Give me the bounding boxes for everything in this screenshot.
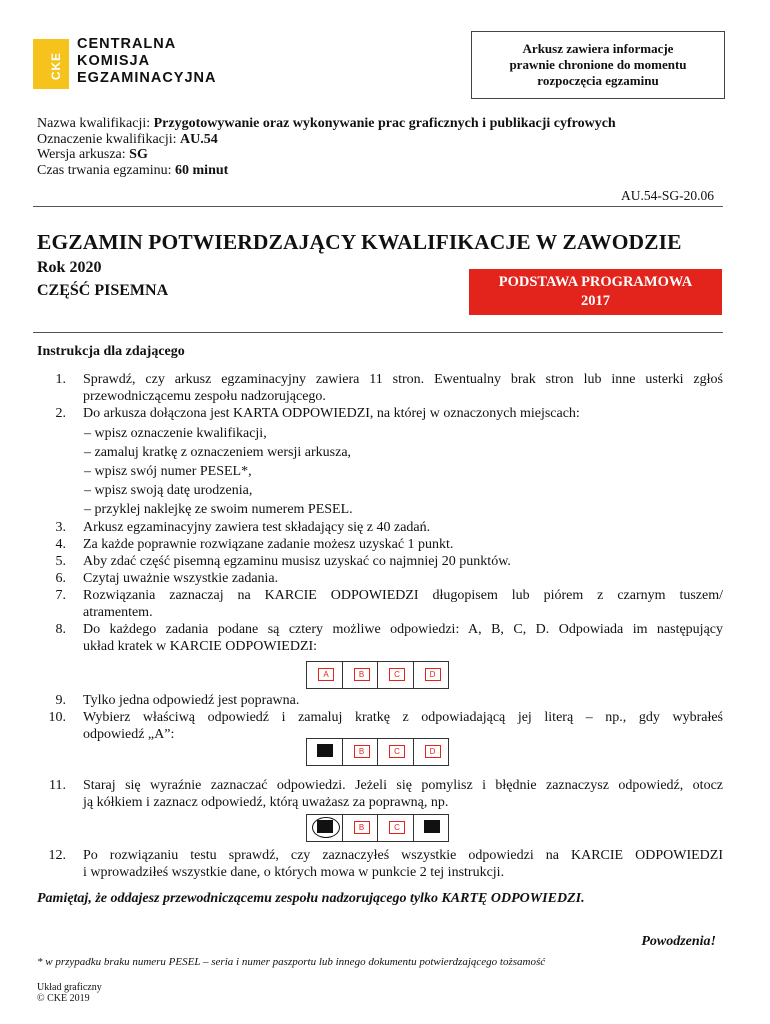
answer-cell-b [343, 739, 379, 765]
divider-mid [33, 332, 723, 333]
logo-line-3: EGZAMINACYJNA [77, 70, 217, 86]
item-number: 6. [55, 571, 66, 586]
instruction-line: Po rozwiązaniu testu sprawdź, czy zaznaczyłeś wszystkie odpowiedzi na KARCIE ODPOWIEDZI [83, 848, 723, 863]
reminder-text: Pamiętaj, że oddajesz przewodniczącemu zespołu nadzorującego tylko KARTĘ ODPOWIEDZI. [37, 891, 585, 906]
exam-title: EGZAMIN POTWIERDZAJĄCY KWALIFIKACJE W ZAWODZIE [37, 230, 682, 254]
instruction-line: układ kratek w KARCIE ODPOWIEDZI: [83, 639, 318, 654]
answer-cell-b [343, 815, 379, 841]
instruction-line: odpowiedź „A”: [83, 727, 175, 742]
qual-value: Przygotowywanie oraz wykonywanie prac graficznych i publikacji cyfrowych [153, 116, 616, 131]
notice-line-2: prawnie chronione do momentu [509, 57, 687, 72]
notice-line-1: Arkusz zawiera informacje [522, 41, 674, 56]
instruction-line: przewodniczącemu zespołu nadzorującego. [83, 389, 326, 404]
cke-logo-mark [33, 39, 69, 89]
answer-box-c: C [389, 745, 405, 758]
answer-cell-c [378, 662, 414, 688]
curriculum-line-2: 2017 [581, 293, 610, 309]
item-number: 12. [48, 848, 66, 863]
exam-year: Rok 2020 [37, 259, 102, 276]
instruction-line: i wprowadziłeś wszystkie dane, o których mowa w punkcie 2 tej instrukcji. [83, 865, 505, 880]
filled-mark [317, 744, 333, 757]
version-label: Wersja arkusza: [37, 147, 130, 162]
logo-line-2: KOMISJA [77, 53, 151, 69]
answer-box-d: D [425, 668, 441, 681]
qual-label: Nazwa kwalifikacji: [37, 116, 154, 131]
footer-credits [37, 982, 102, 1004]
instruction-line: Aby zdać część pisemną egzaminu musisz uzyskać co najmniej 20 punktów. [83, 554, 511, 569]
instruction-line: Do każdego zadania podane są cztery możliwe odpowiedzi: A, B, C, D. Odpowiada im następujący [83, 622, 723, 637]
answer-box-c: C [389, 821, 405, 834]
answer-cell-c [378, 815, 414, 841]
sheet-version [37, 147, 616, 163]
answer-box-b: B [354, 668, 370, 681]
instruction-dash-item: – wpisz oznaczenie kwalifikacji, [84, 426, 267, 441]
answer-cell-d [414, 739, 449, 765]
instruction-line: Wybierz właściwą odpowiedź i zamaluj kratkę z odpowiadającą jej literą – np., gdy wybrałeś [83, 710, 723, 725]
exam-meta [37, 116, 616, 178]
answer-cell-b [343, 662, 379, 688]
answer-cell-a [307, 739, 343, 765]
answer-grid-correction-example [306, 814, 449, 842]
notice-line-3: rozpoczęcia egzaminu [537, 73, 659, 88]
curriculum-line-1: PODSTAWA PROGRAMOWA [498, 274, 693, 290]
pesel-footnote: * w przypadku braku numeru PESEL – seria i numer paszportu lub innego dokumentu potwierdzającego tożsamość [37, 956, 546, 968]
answer-cell-a [307, 815, 343, 841]
instructions-heading: Instrukcja dla zdającego [37, 344, 185, 359]
answer-box-c: C [389, 668, 405, 681]
answer-box-a: A [318, 668, 334, 681]
good-luck-text: Powodzenia! [641, 934, 716, 949]
answer-cell-d [414, 662, 449, 688]
instruction-line: Rozwiązania zaznaczaj na KARCIE ODPOWIEDZI długopisem lub piórem z czarnym tuszem/ [83, 588, 723, 603]
answer-grid-example [306, 661, 449, 689]
instruction-line: ją kółkiem i zaznacz odpowiedź, którą uważasz za poprawną, np. [83, 795, 449, 810]
instruction-dash-item: – przyklej naklejkę ze swoim numerem PESEL. [84, 502, 353, 517]
item-number: 4. [55, 537, 66, 552]
filled-mark [424, 820, 440, 833]
instruction-line: Staraj się wyraźnie zaznaczać odpowiedzi. Jeżeli się pomylisz i błędnie zaznaczysz odpowiedź, otocz [83, 778, 723, 793]
instruction-line: atramentem. [83, 605, 153, 620]
item-number: 10. [48, 710, 66, 725]
answer-box-b: B [354, 745, 370, 758]
code-value: AU.54 [180, 131, 218, 147]
logo-line-1: CENTRALNA [77, 36, 177, 52]
logo-text [77, 36, 216, 87]
item-number: 9. [55, 693, 66, 708]
item-number: 5. [55, 554, 66, 569]
item-number: 8. [55, 622, 66, 637]
instruction-line: Arkusz egzaminacyjny zawiera test składający się z 40 zadań. [83, 520, 431, 535]
curriculum-badge [469, 269, 722, 315]
exam-duration [37, 163, 616, 179]
item-number: 2. [55, 406, 66, 421]
confidential-notice [471, 31, 725, 99]
copyright: © CKE 2019 [37, 993, 90, 1004]
version-value: SG [129, 147, 148, 162]
qualification-name [37, 116, 616, 132]
answer-cell-c [378, 739, 414, 765]
cke-logo [33, 36, 243, 92]
layout-label: Układ graficzny [37, 982, 102, 993]
exam-part: CZĘŚĆ PISEMNA [37, 282, 169, 299]
answer-box-d: D [425, 745, 441, 758]
divider-top [33, 206, 723, 207]
logo-mark-text: CKE [49, 51, 64, 81]
instruction-line: Sprawdź, czy arkusz egzaminacyjny zawiera 11 stron. Ewentualny brak stron lub inne usterki zgłoś [83, 372, 723, 387]
time-label: Czas trwania egzaminu: [37, 162, 176, 178]
instruction-line: Czytaj uważnie wszystkie zadania. [83, 571, 279, 586]
answer-box-b: B [354, 821, 370, 834]
instruction-line: Do arkusza dołączona jest KARTA ODPOWIEDZI, na której w oznaczonych miejscach: [83, 406, 580, 421]
answer-grid-filled-example [306, 738, 449, 766]
item-number: 7. [55, 588, 66, 603]
item-number: 3. [55, 520, 66, 535]
time-value: 60 minut [175, 162, 229, 178]
answer-cell-a [307, 662, 343, 688]
instruction-line: Za każde poprawnie rozwiązane zadanie możesz uzyskać 1 punkt. [83, 537, 454, 552]
answer-cell-d [414, 815, 449, 841]
instruction-dash-item: – wpisz swoją datę urodzenia, [84, 483, 253, 498]
instruction-dash-item: – zamaluj kratkę z oznaczeniem wersji arkusza, [84, 445, 352, 460]
item-number: 1. [55, 372, 66, 387]
instruction-line: Tylko jedna odpowiedź jest poprawna. [83, 693, 300, 708]
code-label: Oznaczenie kwalifikacji: [37, 131, 181, 147]
item-number: 11. [49, 778, 66, 793]
instruction-dash-item: – wpisz swój numer PESEL*, [84, 464, 252, 479]
sheet-code: AU.54-SG-20.06 [621, 188, 714, 203]
filled-mark [317, 820, 333, 833]
qualification-code [37, 132, 616, 148]
